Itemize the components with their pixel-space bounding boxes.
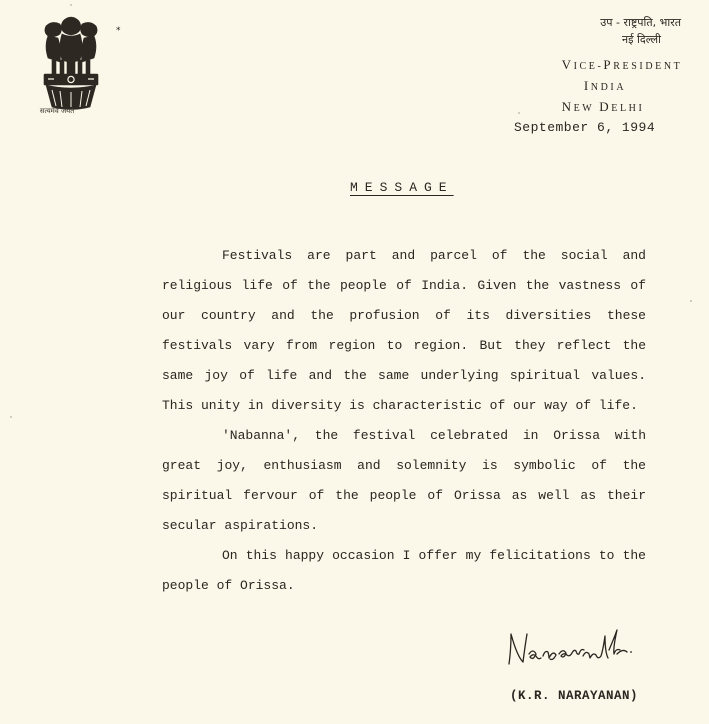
paper-speck bbox=[70, 4, 72, 6]
letterhead-mark: * bbox=[116, 26, 121, 36]
hindi-city: नई दिल्ली bbox=[622, 33, 661, 46]
paper-speck bbox=[690, 300, 692, 302]
letter-date: September 6, 1994 bbox=[514, 120, 656, 135]
office-letterhead bbox=[514, 55, 709, 118]
paper-speck bbox=[518, 112, 520, 114]
message-body bbox=[162, 241, 646, 601]
office-country: INDIA bbox=[583, 78, 627, 93]
paper-speck bbox=[10, 416, 12, 418]
hindi-title: उप - राष्ट्रपति, भारत bbox=[600, 16, 681, 29]
signature-icon bbox=[505, 624, 677, 678]
signatory-name: (K.R. NARAYANAN) bbox=[510, 689, 639, 703]
paragraph: Festivals are part and parcel of the social and religious life of the people of India. Given the vastness of our country and the profusion of its diversities these festivals vary from region to region. But they reflect the same joy of life and the same underlying spiritual values. This unity in diversity is characteristic of our way of life. bbox=[162, 248, 646, 413]
paragraph: On this happy occasion I offer my felicitations to the people of Orissa. bbox=[162, 548, 646, 593]
hindi-letterhead bbox=[600, 14, 681, 48]
paragraph: 'Nabanna', the festival celebrated in Orissa with great joy, enthusiasm and solemnity is symbolic of the spiritual fervour of the people of Orissa as well as their secular aspirations. bbox=[162, 428, 646, 533]
office-title: VICE-PRESIDENT bbox=[561, 57, 683, 72]
message-heading: MESSAGE bbox=[350, 180, 454, 195]
emblem-motto: सत्यमेव जयते bbox=[39, 107, 75, 115]
office-city: NEW DELHI bbox=[561, 99, 645, 114]
